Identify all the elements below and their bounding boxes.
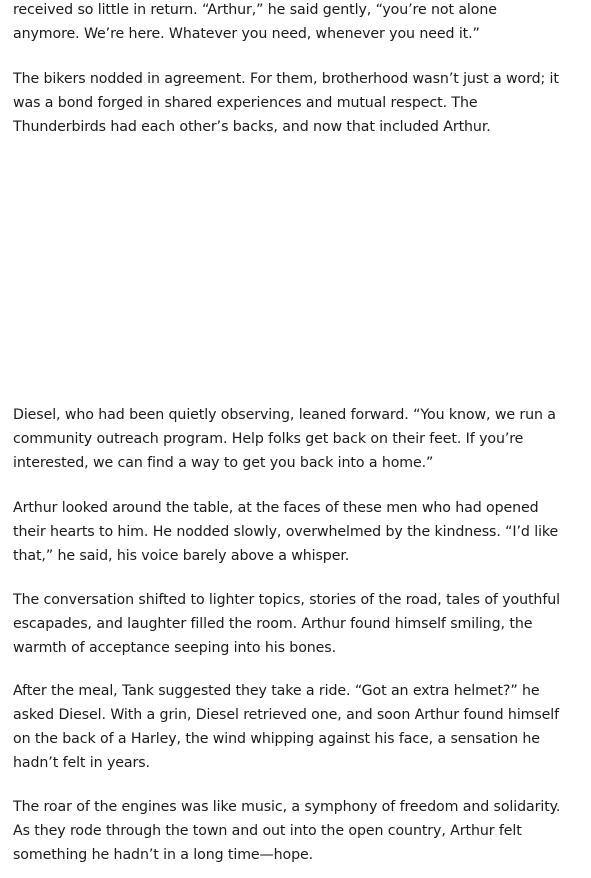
story-paragraph: The conversation shifted to lighter topics, stories of the road, tales of youthful escapades, and laughter filled the room. Arthur found himself smiling, the warmth of acceptance seeping into his bones. <box>13 592 560 656</box>
story-paragraph: The bikers nodded in agreement. For them, brotherhood wasn’t just a word; it was a bond forged in shared experiences and mutual respect. The Thunderbirds had each other’s backs, and now that included Arthur. <box>13 71 559 135</box>
story-paragraph: Arthur looked around the table, at the faces of these men who had opened their hearts to him. He nodded slowly, overwhelmed by the kindness. “I’d like that,” he said, his voice barely above a whisper. <box>13 500 559 564</box>
blank-ad-space <box>13 150 563 390</box>
story-paragraph: Diesel, who had been quietly observing, leaned forward. “You know, we run a community outreach program. Help folks get back on their feet. If you’re interested, we can find a way to get you back into a home.” <box>13 407 556 471</box>
story-paragraph: received so little in return. “Arthur,” he said gently, “you’re not alone anymore. We’re here. Whatever you need, whenever you need it.” <box>13 2 497 42</box>
story-paragraph: After the meal, Tank suggested they take a ride. “Got an extra helmet?” he asked Diesel. With a grin, Diesel retrieved one, and soon Arthur found himself on the back of a Harley, the wind whipping against his face, a sensation he hadn’t felt in years. <box>13 683 560 771</box>
story-paragraph: The roar of the engines was like music, a symphony of freedom and solidarity. As they rode through the town and out into the open country, Arthur felt something he hadn’t in a long time—hope. <box>13 799 561 863</box>
